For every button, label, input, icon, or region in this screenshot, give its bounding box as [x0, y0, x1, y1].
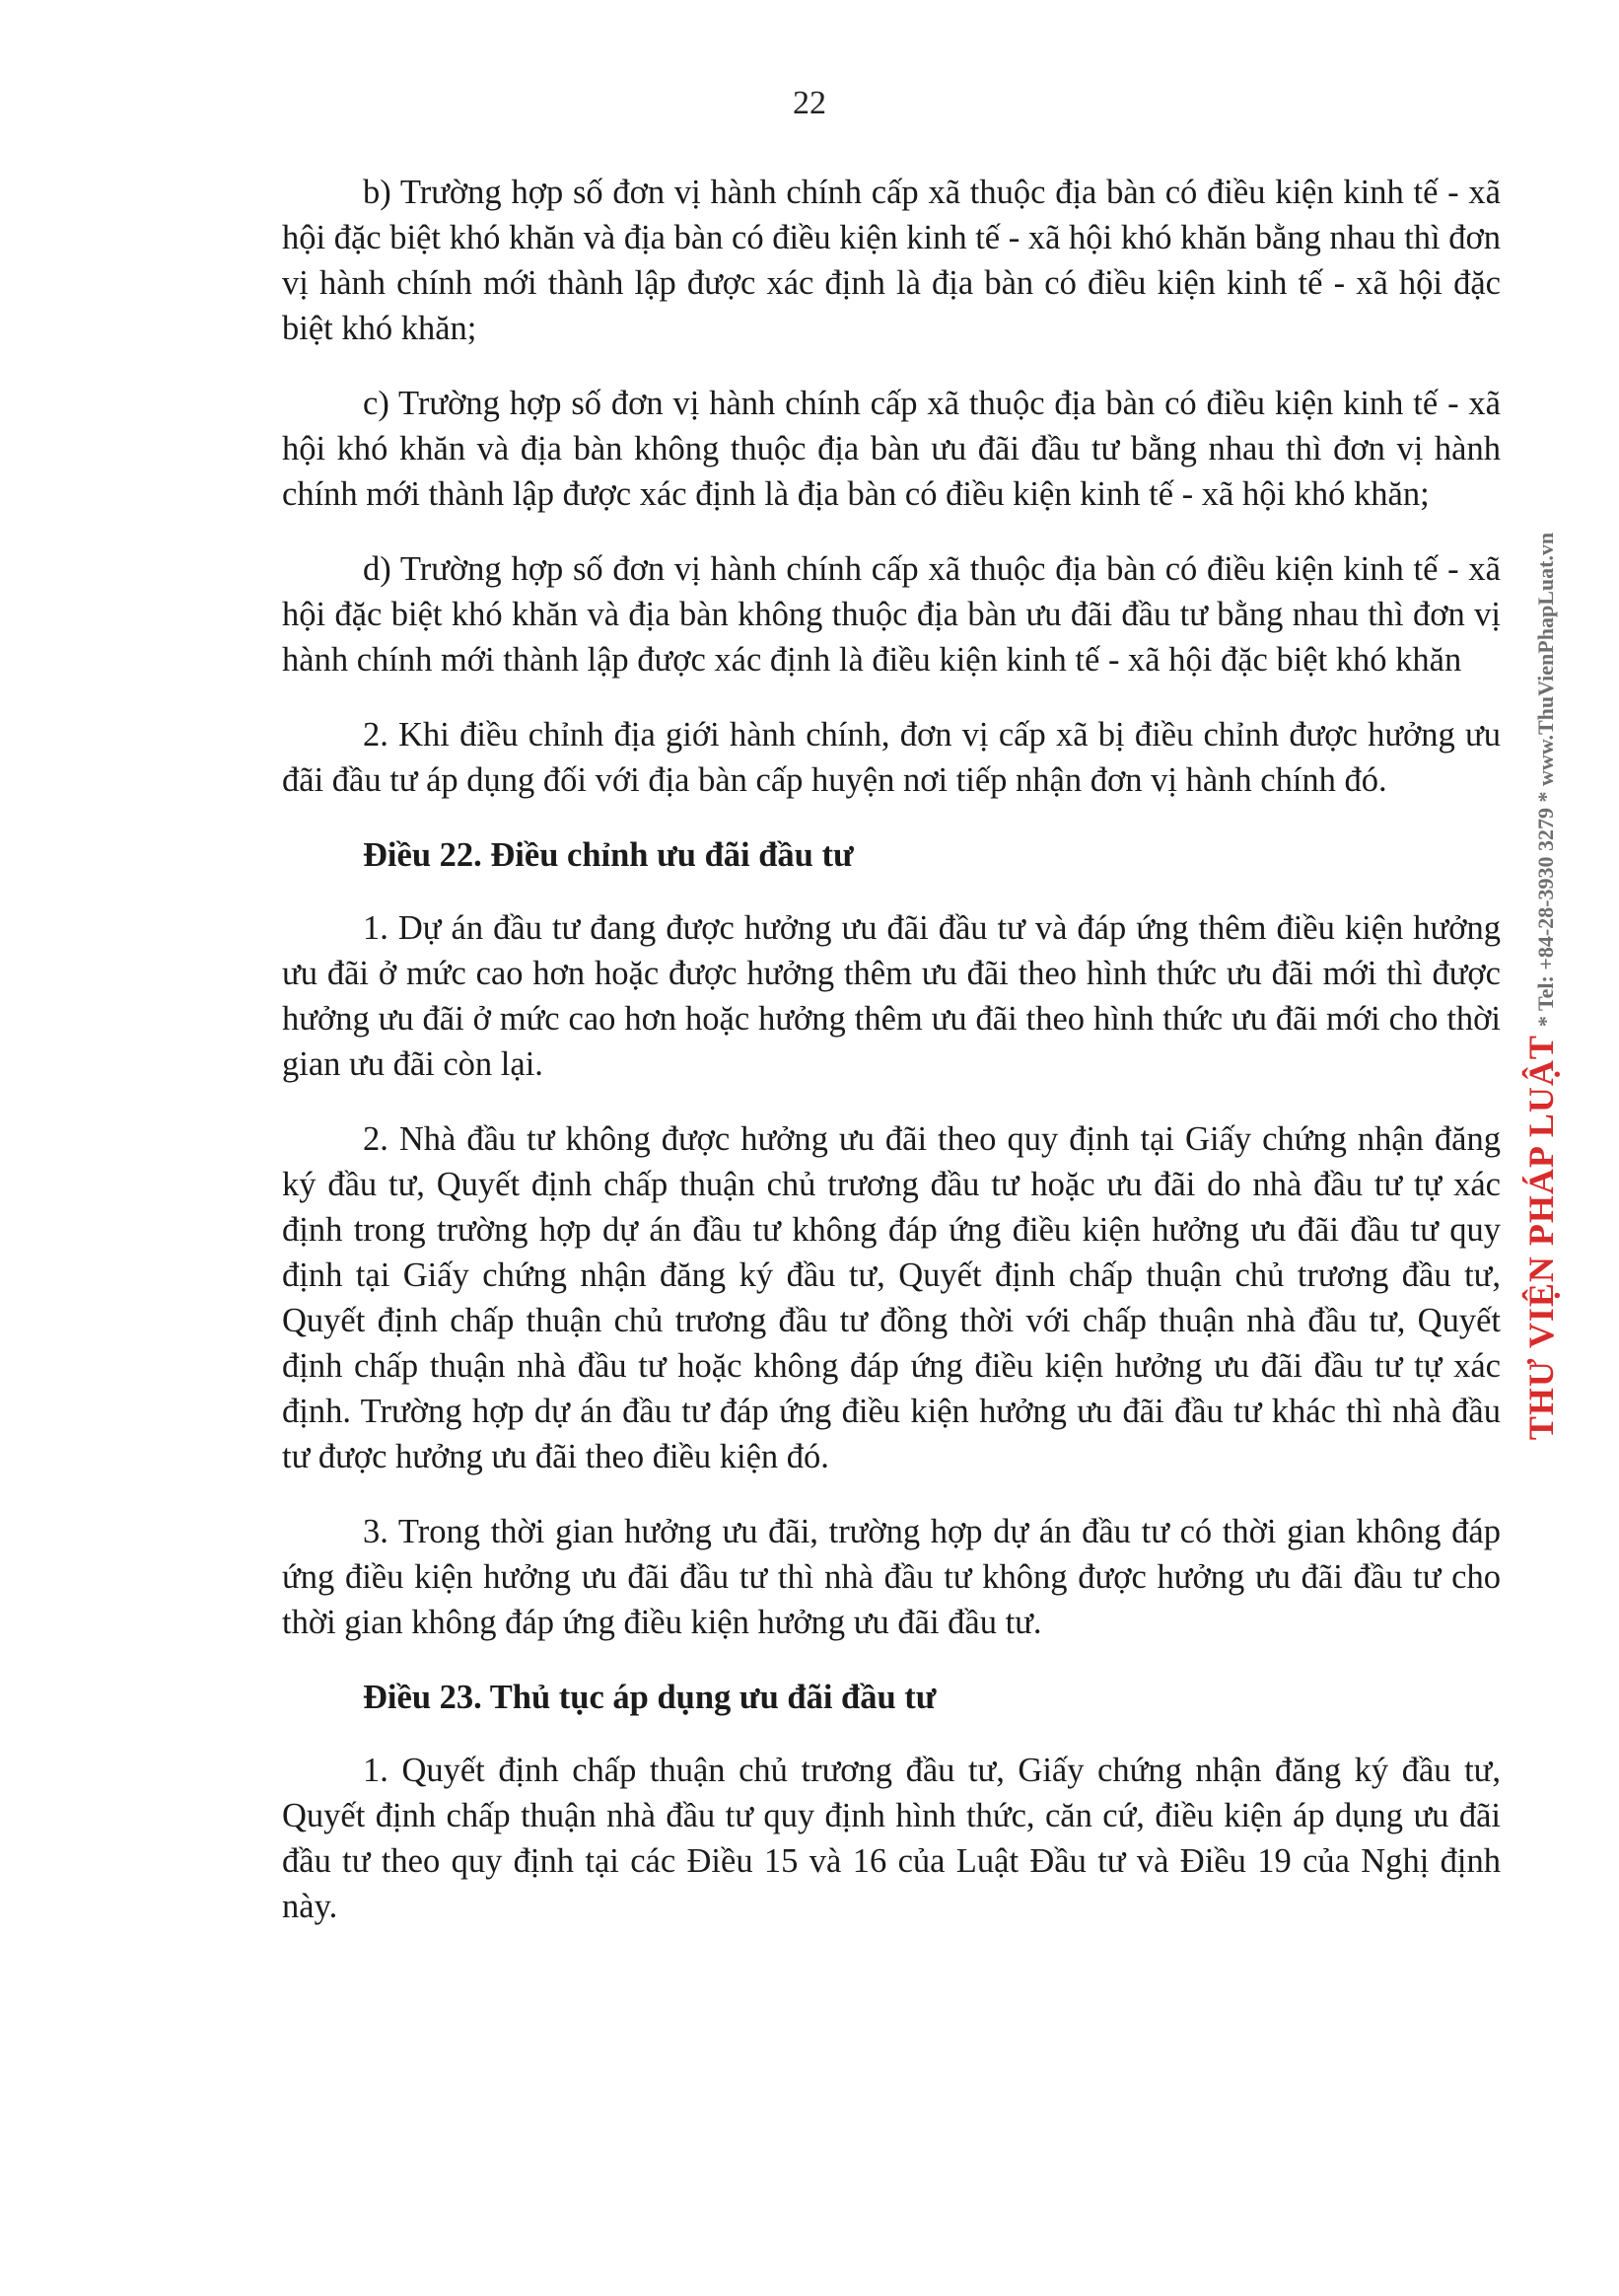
watermark-brand: THƯ VIỆN PHÁP LUẬT — [1521, 1035, 1561, 1441]
article-22-clause-1: 1. Dự án đầu tư đang được hưởng ưu đãi đầu tư và đáp ứng thêm điều kiện hưởng ưu đãi ở mức cao hơn hoặc được hưởng thêm ưu đãi theo hình thức ưu đãi mới thì được hưởng ưu đãi ở mức cao hơn hoặc hưởng thêm ưu đãi theo hình thức ưu đãi mới cho thời gian ưu đãi còn lại. — [282, 909, 1501, 1083]
paragraph-c: c) Trường hợp số đơn vị hành chính cấp xã thuộc địa bàn có điều kiện kinh tế - xã hội khó khăn và địa bàn không thuộc địa bàn ưu đãi đầu tư bằng nhau thì đơn vị hành chính mới thành lập được xác định là địa bàn có điều kiện kinh tế - xã hội khó khăn; — [282, 385, 1501, 513]
paragraph-2: 2. Khi điều chỉnh địa giới hành chính, đơn vị cấp xã bị điều chỉnh được hưởng ưu đãi đầu tư áp dụng đối với địa bàn cấp huyện nơi tiếp nhận đơn vị hành chính đó. — [282, 716, 1501, 799]
document-body — [282, 170, 1501, 1959]
article-23-title: Điều 23. Thủ tục áp dụng ưu đãi đầu tư — [363, 1679, 937, 1716]
article-22-clause-3: 3. Trong thời gian hưởng ưu đãi, trường hợp dự án đầu tư có thời gian không đáp ứng điều kiện hưởng ưu đãi đầu tư thì nhà đầu tư không được hưởng ưu đãi đầu tư cho thời gian không đáp ứng điều kiện hưởng ưu đãi đầu tư. — [282, 1513, 1501, 1641]
paragraph-d: d) Trường hợp số đơn vị hành chính cấp xã thuộc địa bàn có điều kiện kinh tế - xã hội đặc biệt khó khăn và địa bàn không thuộc địa bàn ưu đãi đầu tư bằng nhau thì đơn vị hành chính mới thành lập được xác định là điều kiện kinh tế - xã hội đặc biệt khó khăn — [282, 550, 1501, 679]
article-22-title: Điều 22. Điều chỉnh ưu đãi đầu tư — [363, 836, 854, 874]
paragraph-b: b) Trường hợp số đơn vị hành chính cấp xã thuộc địa bàn có điều kiện kinh tế - xã hội đặc biệt khó khăn và địa bàn có điều kiện kinh tế - xã hội khó khăn bằng nhau thì đơn vị hành chính mới thành lập được xác định là địa bàn có điều kiện kinh tế - xã hội đặc biệt khó khăn; — [282, 174, 1501, 347]
page-number: 22 — [793, 85, 826, 121]
article-22-clause-2: 2. Nhà đầu tư không được hưởng ưu đãi theo quy định tại Giấy chứng nhận đăng ký đầu tư, Quyết định chấp thuận chủ trương đầu tư hoặc ưu đãi do nhà đầu tư tự xác định trong trường hợp dự án đầu tư không đáp ứng điều kiện hưởng ưu đãi đầu tư quy định tại Giấy chứng nhận đăng ký đầu tư, Quyết định chấp thuận chủ trương đầu tư, Quyết định chấp thuận chủ trương đầu tư đồng thời với chấp thuận nhà đầu tư, Quyết định chấp thuận nhà đầu tư hoặc không đáp ứng điều kiện hưởng ưu đãi đầu tư tự xác định. Trường hợp dự án đầu tư đáp ứng điều kiện hưởng ưu đãi đầu tư khác thì nhà đầu tư được hưởng ưu đãi theo điều kiện đó. — [282, 1120, 1501, 1475]
article-23-clause-1: 1. Quyết định chấp thuận chủ trương đầu tư, Giấy chứng nhận đăng ký đầu tư, Quyết định chấp thuận nhà đầu tư quy định hình thức, căn cứ, điều kiện áp dụng ưu đãi đầu tư theo quy định tại các Điều 15 và 16 của Luật Đầu tư và Điều 19 của Nghị định này. — [282, 1752, 1501, 1925]
watermark-contact: * Tel: +84-28-3930 3279 * www.ThuVienPhapLuat.vn — [1533, 532, 1558, 1028]
